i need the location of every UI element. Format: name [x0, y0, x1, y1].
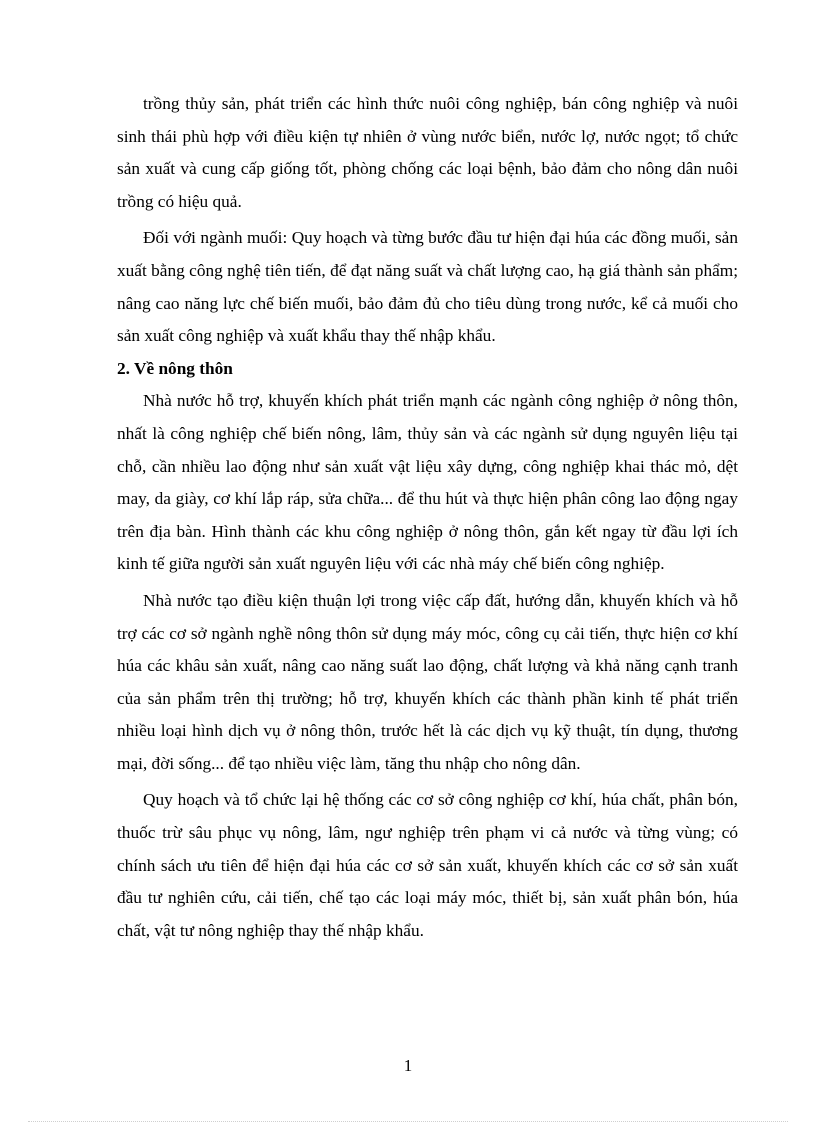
page-bottom-border: [28, 1121, 788, 1122]
paragraph-rural-industry: Nhà nước hỗ trợ, khuyến khích phát triển mạnh các ngành công nghiệp ở nông thôn, nhất là công nghiệp chế biến nông, lâm, thủy sản và các ngành sử dụng nguyên liệu tại chỗ, cần nhiều lao động như sản xuất vật liệu xây dựng, công nghiệp khai thác mỏ, dệt may, da giày, cơ khí lắp ráp, sửa chữa... để thu hút và thực hiện phân công lao động ngay trên địa bàn. Hình thành các khu công nghiệp ở nông thôn, gắn kết ngay từ đầu lợi ích kinh tế giữa người sản xuất nguyên liệu với các nhà máy chế biến công nghiệp.: [117, 391, 738, 574]
section-heading-rural: 2. Về nông thôn: [117, 358, 233, 378]
paragraph-industry-planning: Quy hoạch và tổ chức lại hệ thống các cơ sở công nghiệp cơ khí, húa chất, phân bón, thuốc trừ sâu phục vụ nông, lâm, ngư nghiệp trên phạm vi cả nước và từng vùng; có chính sách ưu tiên để hiện đại húa các cơ sở sản xuất, khuyến khích các cơ sở sản xuất đầu tư nghiên cứu, cải tiến, chế tạo các loại máy móc, thiết bị, sản xuất phân bón, húa chất, vật tư nông nghiệp thay thế nhập khẩu.: [117, 790, 738, 940]
paragraph-salt-industry: Đối với ngành muối: Quy hoạch và từng bước đầu tư hiện đại húa các đồng muối, sản xuất bằng công nghệ tiên tiến, để đạt năng suất và chất lượng cao, hạ giá thành sản phẩm; nâng cao năng lực chế biến muối, bảo đảm đủ cho tiêu dùng trong nước, kể cả muối cho sản xuất công nghiệp và xuất khẩu thay thế nhập khẩu.: [117, 228, 738, 346]
paragraph-rural-support: Nhà nước tạo điều kiện thuận lợi trong việc cấp đất, hướng dẫn, khuyến khích và hỗ trợ các cơ sở ngành nghề nông thôn sử dụng máy móc, công cụ cải tiến, thực hiện cơ khí húa các khâu sản xuất, nâng cao năng suất lao động, chất lượng và khả năng cạnh tranh của sản phẩm trên thị trường; hỗ trợ, khuyến khích các thành phần kinh tế phát triển nhiều loại hình dịch vụ ở nông thôn, trước hết là các dịch vụ kỹ thuật, tín dụng, thương mại, đời sống... để tạo nhiều việc làm, tăng thu nhập cho nông dân.: [117, 590, 738, 773]
document-body: [117, 88, 738, 947]
page-number: 1: [403, 1056, 413, 1075]
paragraph-aquaculture-continued: trồng thủy sản, phát triển các hình thức nuôi công nghiệp, bán công nghiệp và nuôi sinh thái phù hợp với điều kiện tự nhiên ở vùng nước biển, nước lợ, nước ngọt; tổ chức sản xuất và cung cấp giống tốt, phòng chống các loại bệnh, bảo đảm cho nông dân nuôi trồng có hiệu quả.: [117, 94, 738, 211]
